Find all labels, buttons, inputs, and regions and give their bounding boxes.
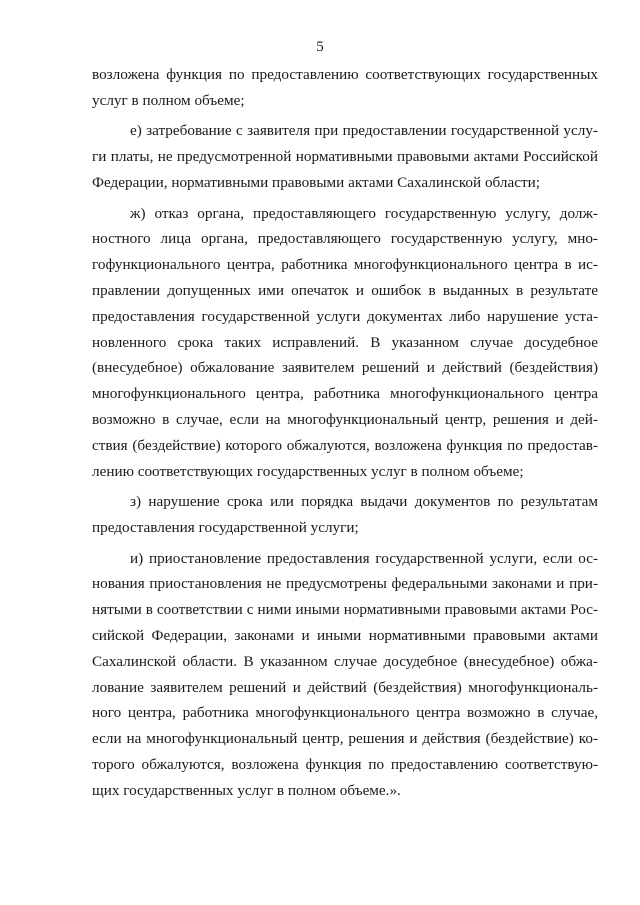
text-line: сийской Федерации, законами и иными нормативными правовыми актами	[92, 626, 598, 644]
text-line: новленного срока таких исправлений. В указанном случае досудебное	[92, 333, 598, 351]
text-line: возложена функция по предоставлению соответствующих государственных	[92, 66, 598, 83]
paragraph-item-i	[92, 546, 598, 804]
text-line: возможно в случае, если на многофункциональный центр, решения и дей-	[92, 410, 598, 428]
text-line: лование заявителем решений и действий (бездействия) многофункциональ-	[92, 678, 598, 696]
text-line: предоставления государственной услуги;	[92, 518, 359, 536]
text-line: ствия (бездействие) которого обжалуются, возложена функция по предостав-	[92, 436, 598, 454]
text-line: ж) отказ органа, предоставляющего государственную услугу, долж-	[130, 204, 598, 222]
paragraph-continuation	[92, 62, 598, 114]
text-line: Федерации, нормативными правовыми актами Сахалинской области;	[92, 173, 540, 191]
text-line: з) нарушение срока или порядка выдачи документов по результатам	[130, 493, 598, 511]
text-line: ги платы, не предусмотренной нормативными правовыми актами Российской	[92, 148, 598, 166]
text-line: гофункционального центра, работника многофункционального центра в ис-	[92, 256, 598, 274]
paragraph-item-e	[92, 118, 598, 195]
text-line: если на многофункциональный центр, решения и действия (бездействие) ко-	[92, 730, 598, 748]
document-body	[92, 62, 598, 808]
text-line: е) затребование с заявителя при предоставлении государственной услу-	[130, 122, 598, 140]
text-line: Сахалинской области. В указанном случае досудебное (внесудебное) обжа-	[92, 652, 598, 670]
text-line: ностного лица органа, предоставляющего государственную услугу, мно-	[92, 230, 598, 248]
text-line: предоставления государственной услуги документах либо нарушение уста-	[92, 307, 598, 325]
text-line: нования приостановления не предусмотрены федеральными законами и при-	[92, 575, 598, 593]
text-line: нятыми в соответствии с ними иными нормативными правовыми актами Рос-	[92, 601, 598, 619]
text-line: щих государственных услуг в полном объеме.».	[92, 781, 401, 799]
page-number: 5	[316, 39, 324, 55]
paragraph-item-zh	[92, 201, 598, 485]
text-line: услуг в полном объеме;	[92, 91, 245, 109]
text-line: торого обжалуются, возложена функция по предоставлению соответствую-	[92, 755, 598, 773]
text-line: многофункционального центра, работника многофункционального центра	[92, 385, 598, 403]
text-line: ного центра, работника многофункционального центра возможно в случае,	[92, 704, 598, 722]
text-line: (внесудебное) обжалование заявителем решений и действий (бездействия)	[92, 359, 598, 377]
text-line: и) приостановление предоставления государственной услуги, если ос-	[130, 549, 598, 567]
text-line: лению соответствующих государственных услуг в полном объеме;	[92, 462, 524, 480]
text-line: правлении допущенных ими опечаток и ошибок в выданных в результате	[92, 281, 598, 299]
paragraph-item-z	[92, 489, 598, 541]
